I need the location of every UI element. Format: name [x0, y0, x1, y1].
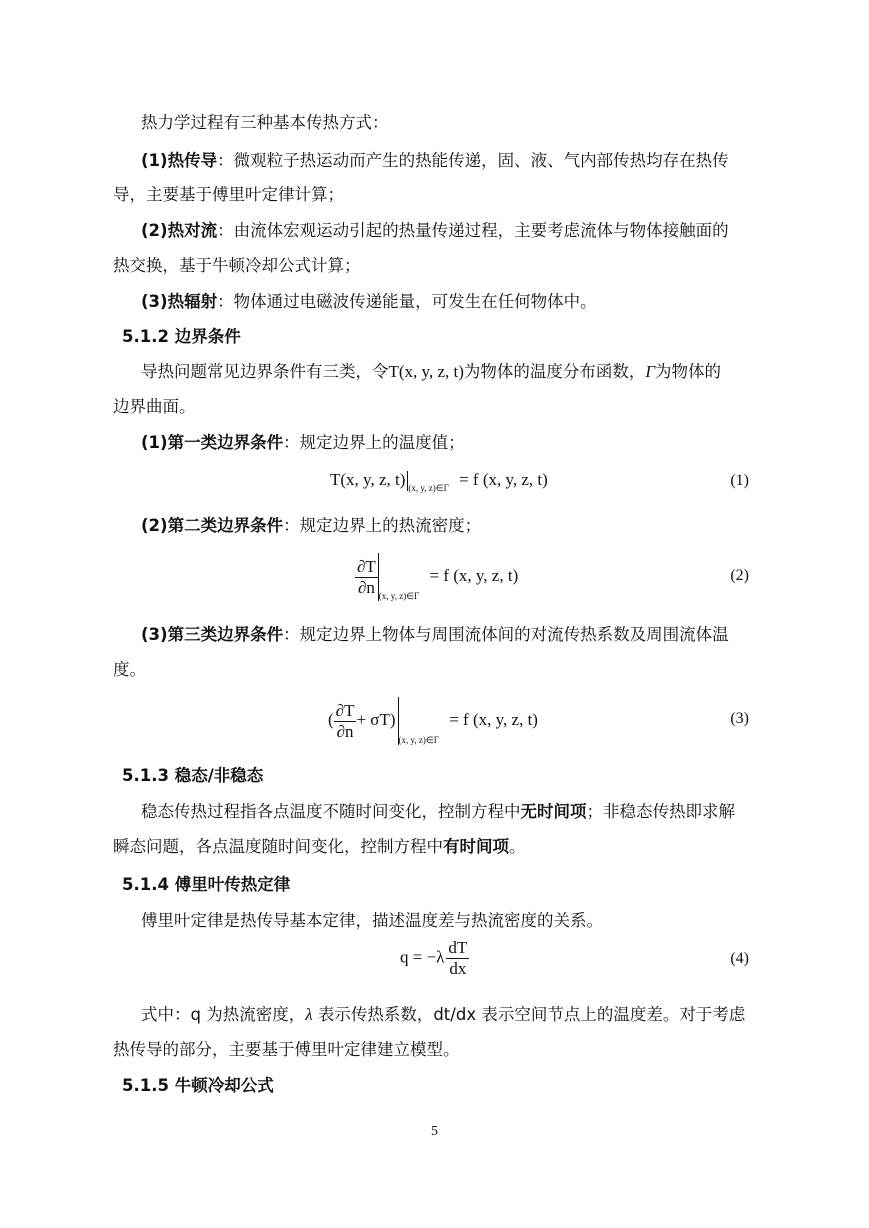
fraction-denominator: ∂n — [357, 577, 375, 597]
equation-number-4: (4) — [730, 950, 749, 967]
fraction-numerator: ∂T — [357, 556, 376, 576]
temperature-function: T(x, y, z, t) — [388, 362, 464, 381]
derivative-fraction — [446, 938, 469, 979]
paragraph-first-bc — [141, 432, 769, 454]
second-bc-text: ：规定边界上的热流密度； — [283, 516, 482, 535]
paragraph-steady-cont — [113, 836, 769, 858]
fraction-denominator: dx — [449, 959, 467, 978]
text: 为物体的温度分布函数， — [463, 362, 646, 381]
text: 热传导的部分，主要基于傅里叶定律建立模型。 — [113, 1040, 460, 1059]
first-bc-label: (1)第一类边界条件 — [141, 433, 284, 452]
radiation-label: (3)热辐射 — [141, 292, 218, 311]
paragraph-fourier-intro — [141, 910, 769, 932]
text: 傅里叶定律是热传导基本定律，描述温度差与热流密度的关系。 — [141, 911, 603, 930]
equation-number-3: (3) — [730, 710, 749, 727]
radiation-text: ：物体通过电磁波传递能量，可发生在任何物体中。 — [217, 292, 597, 311]
paragraph-third-bc — [141, 624, 769, 646]
text: 表示传热系数，dt/dx 表示空间节点上的温度差。对于考虑 — [312, 1005, 746, 1024]
section-heading-5-1-4: 5.1.4 傅里叶传热定律 — [122, 875, 291, 894]
eq2-rhs: = f (x, y, z, t) — [429, 565, 519, 585]
second-bc-label: (2)第二类边界条件 — [141, 516, 284, 535]
equation-4 — [400, 938, 469, 979]
equation-1 — [330, 470, 548, 494]
paragraph-fourier-where-cont — [113, 1039, 769, 1061]
paragraph-boundary-intro-cont — [113, 396, 769, 418]
eq3-middle: + σT) — [356, 709, 396, 729]
paragraph-third-bc-cont — [113, 659, 769, 681]
eq1-lhs: T(x, y, z, t) — [330, 470, 406, 489]
first-bc-text: ：规定边界上的温度值； — [283, 433, 465, 452]
no-time-term: 无时间项 — [520, 802, 587, 821]
equation-number-1: (1) — [730, 472, 749, 489]
eq1-rhs: = f (x, y, z, t) — [459, 470, 548, 489]
text: 式中：q 为热流密度， — [141, 1005, 306, 1024]
conduction-label: (1)热传导 — [141, 151, 218, 170]
open-paren: ( — [328, 709, 334, 729]
fraction-denominator: ∂n — [336, 721, 354, 741]
text: 瞬态问题，各点温度随时间变化，控制方程中 — [113, 837, 443, 856]
third-bc-label: (3)第三类边界条件 — [141, 625, 284, 644]
third-bc-text: ：规定边界上物体与周围流体间的对流传热系数及周围流体温 — [283, 625, 729, 644]
eq3-rhs: = f (x, y, z, t) — [449, 709, 538, 729]
paragraph-steady — [141, 801, 769, 823]
lambda-symbol: λ — [305, 1005, 313, 1024]
eq3-subscript: (x, y, z)∈Γ — [398, 734, 439, 745]
partial-fraction — [334, 701, 357, 742]
convection-text: ：由流体宏观运动引起的热量传递过程，主要考虑流体与物体接触面的 — [217, 221, 729, 240]
paragraph-convection-cont — [113, 255, 769, 277]
section-heading-5-1-2: 5.1.2 边界条件 — [122, 327, 241, 346]
convection-text-cont: 热交换，基于牛顿冷却公式计算； — [113, 256, 361, 275]
eq2-subscript: (x, y, z)∈Γ — [378, 590, 420, 601]
paragraph-second-bc — [141, 515, 769, 537]
third-bc-text-cont: 度。 — [113, 660, 146, 679]
equation-3 — [328, 697, 538, 746]
paragraph-fourier-where — [141, 1004, 769, 1026]
fraction-numerator: ∂T — [335, 700, 355, 720]
paragraph-conduction-cont — [113, 184, 769, 206]
partial-fraction — [355, 557, 378, 598]
conduction-text-cont: 导，主要基于傅里叶定律计算； — [113, 185, 344, 204]
fraction-numerator: dT — [448, 938, 468, 957]
text: 。 — [509, 837, 526, 856]
paragraph-convection — [141, 220, 769, 242]
section-heading-5-1-5: 5.1.5 牛顿冷却公式 — [122, 1076, 274, 1095]
convection-label: (2)热对流 — [141, 221, 218, 240]
text: 导热问题常见边界条件有三类，令 — [141, 362, 389, 381]
text: 边界曲面。 — [113, 397, 196, 416]
equation-number-2: (2) — [730, 567, 749, 584]
has-time-term: 有时间项 — [443, 837, 509, 856]
eq4-lhs: q = −λ — [400, 947, 445, 967]
paragraph-boundary-intro — [141, 361, 769, 383]
section-heading-5-1-3: 5.1.3 稳态/非稳态 — [122, 766, 264, 785]
text: 稳态传热过程指各点温度不随时间变化，控制方程中 — [141, 802, 521, 821]
page-number: 5 — [431, 1124, 438, 1139]
text: 为物体的 — [655, 362, 722, 381]
text: ；非稳态传热即求解 — [586, 802, 735, 821]
gamma-symbol: Γ — [645, 362, 656, 381]
eq1-subscript: (x, y, z)∈Γ — [408, 483, 449, 493]
paragraph-conduction — [141, 150, 769, 172]
text: 热力学过程有三种基本传热方式： — [141, 113, 389, 132]
equation-2 — [355, 553, 518, 602]
paragraph-heat-modes-intro — [141, 112, 769, 134]
paragraph-radiation — [141, 291, 769, 313]
conduction-text: ：微观粒子热运动而产生的热能传递，固、液、气内部传热均存在热传 — [217, 151, 729, 170]
